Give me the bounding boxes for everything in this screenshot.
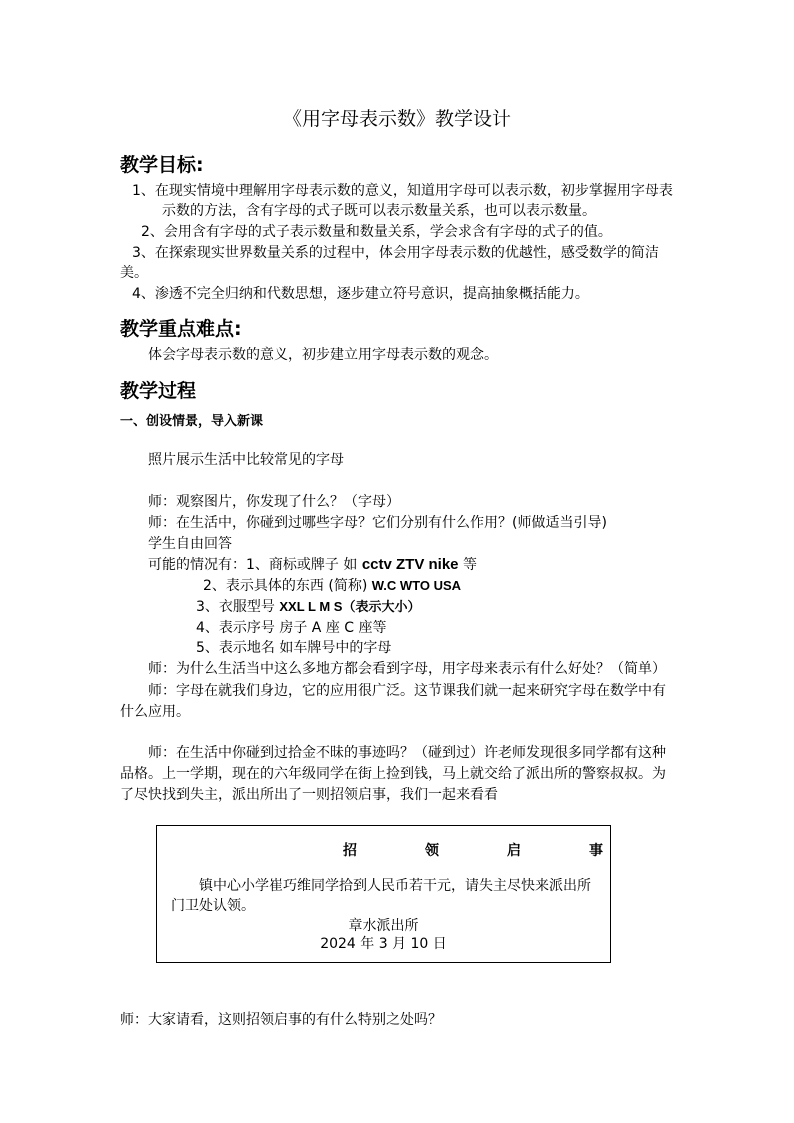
notice-body: 镇中心小学崔巧维同学拾到人民币若干元，请失主尽快来派出所门卫处认领。: [171, 878, 591, 914]
case-5: 5、表示地名 如车牌号中的字母: [196, 640, 392, 656]
goal-item-3-line-2: 美。: [120, 265, 148, 281]
question-4-line-2: 什么应用。: [120, 704, 190, 720]
notice-title-char: 招: [343, 843, 357, 859]
goal-item-4: 4、渗透不完全归纳和代数思想，逐步建立符号意识，提高抽象概括能力。: [132, 286, 589, 302]
question-2: 师：在生活中，你碰到过哪些字母？它们分别有什么作用？(师做适当引导): [148, 515, 607, 531]
case-2-prefix: 2、表示具体的东西 (简称): [203, 578, 368, 594]
notice-signature-org: 章水派出所: [348, 918, 419, 934]
case-1-brands: cctv ZTV nike: [361, 556, 459, 573]
notice-title-char: 启: [507, 843, 521, 859]
case-2-abbr: W.C WTO USA: [371, 578, 462, 593]
lost-and-found-notice: [156, 825, 611, 963]
case-2: [203, 576, 461, 596]
case-1-suffix: 等: [462, 557, 477, 573]
story-line-3: 了尽快找到失主，派出所出了一则招领启事，我们一起来看看: [120, 787, 498, 803]
question-4-line-1: 师：字母在就我们身边，它的应用很广泛。这节课我们就一起来研究字母在数学中有: [148, 683, 666, 699]
closing-question: 师：大家请看，这则招领启事的有什么特别之处吗？: [120, 1012, 442, 1028]
story-line-2: 品格。上一学期，现在的六年级同学在街上捡到钱，马上就交给了派出所的警察叔叔。为: [120, 766, 666, 782]
answer-free: 学生自由回答: [148, 536, 232, 552]
story-line-1: 师：在生活中你碰到过拾金不昧的事迹吗？（碰到过）许老师发现很多同学都有这种: [148, 745, 666, 761]
case-3-sizes: XXL L M S（表示大小）: [279, 599, 421, 614]
case-4: 4、表示序号 房子 A 座 C 座等: [196, 620, 387, 636]
question-1: 师：观察图片，你发现了什么？（字母）: [148, 494, 400, 510]
document-title: 《用字母表示数》教学设计: [282, 108, 511, 130]
question-3: 师：为什么生活当中这么多地方都会看到字母，用字母来表示有什么好处？（简单）: [148, 661, 666, 677]
notice-signature-date: 2024 年 3 月 10 日: [320, 936, 447, 952]
photo-line: 照片展示生活中比较常见的字母: [148, 452, 344, 468]
notice-title-char: 领: [425, 843, 439, 859]
key-points-text: 体会字母表示数的意义，初步建立用字母表示数的观念。: [148, 347, 498, 363]
goal-item-1-line-2: 示数的方法，含有字母的式子既可以表示数量关系，也可以表示数量。: [162, 203, 596, 219]
goal-item-3-line-1: 3、在探索现实世界数量关系的过程中，体会用字母表示数的优越性，感受数学的简洁: [132, 245, 659, 261]
section-1-heading: 一、创设情景，导入新课: [120, 414, 264, 429]
key-points-heading: 教学重点难点:: [120, 318, 242, 340]
case-1-prefix: 可能的情况有：1、商标或牌子 如: [148, 557, 358, 573]
case-1: [148, 555, 477, 575]
goals-heading: 教学目标:: [120, 154, 204, 176]
case-3: [196, 597, 420, 617]
goal-item-1-line-1: 1、在现实情境中理解用字母表示数的意义，知道用字母可以表示数，初步掌握用字母表: [132, 183, 673, 199]
goal-item-2: 2、会用含有字母的式子表示数量和数量关系，学会求含有字母的式子的值。: [141, 224, 612, 240]
process-heading: 教学过程: [120, 380, 197, 402]
notice-title-char: 事: [589, 843, 603, 859]
notice-title: [343, 840, 603, 860]
case-3-prefix: 3、衣服型号: [196, 599, 275, 615]
